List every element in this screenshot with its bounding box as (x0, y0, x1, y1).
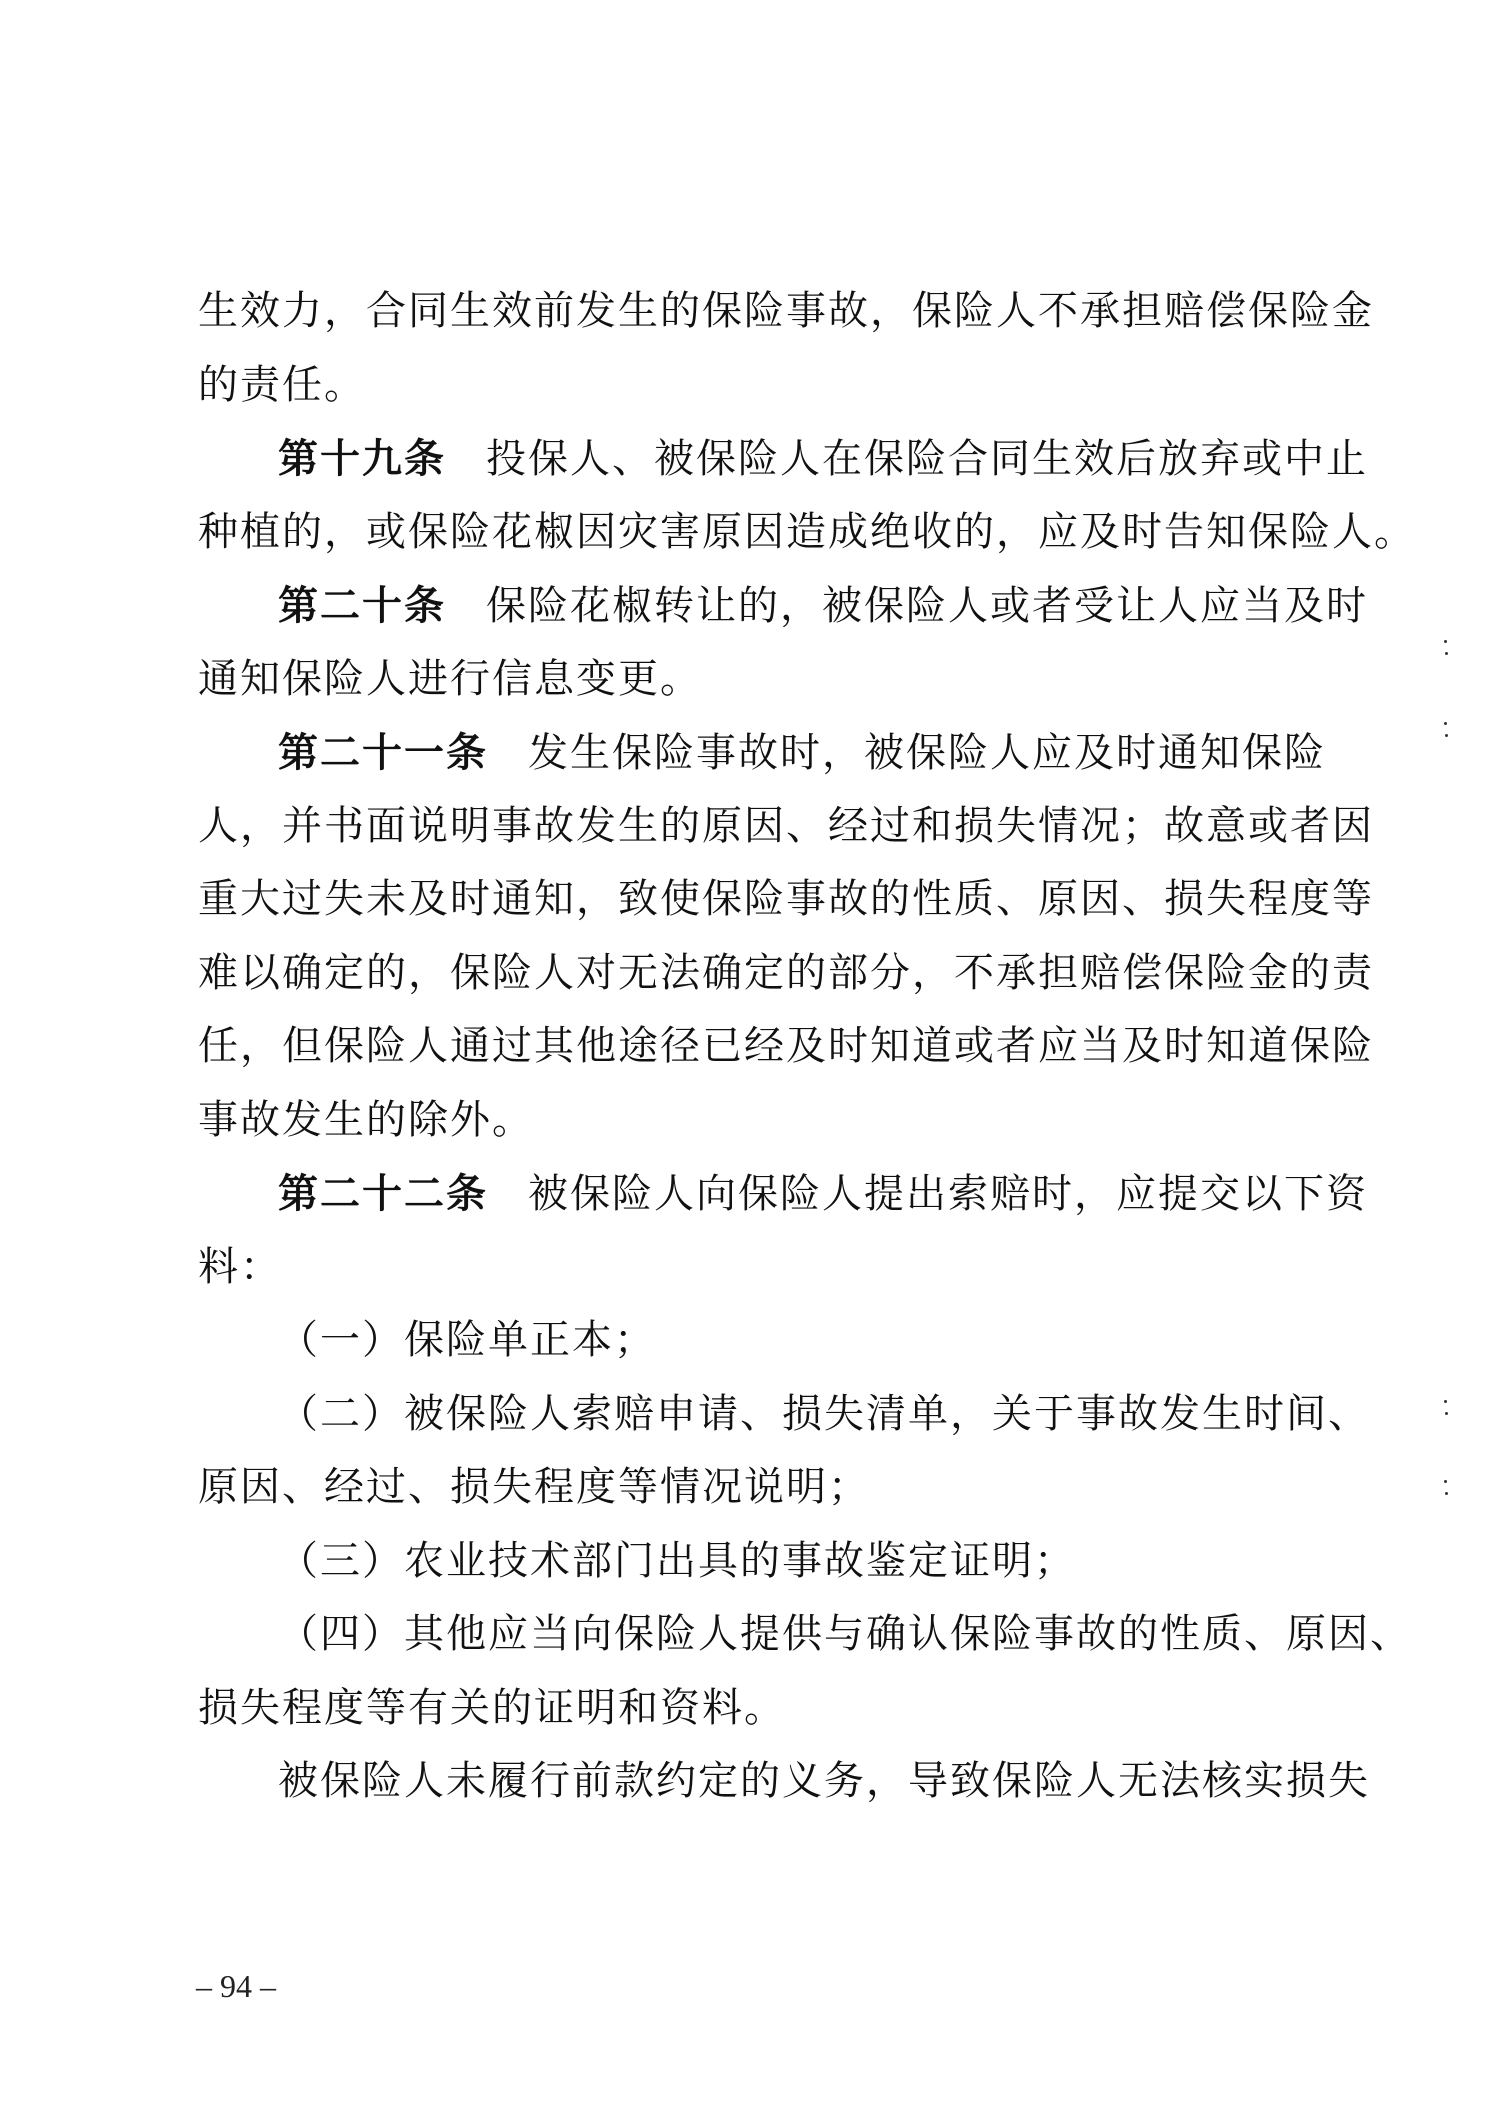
text-line: 通知保险人进行信息变更。 (198, 655, 702, 702)
binding-mark (1440, 640, 1452, 660)
article-heading: 第十九条 (278, 435, 446, 482)
text-line: 人，并书面说明事故发生的原因、经过和损失情况；故意或者因 (198, 802, 1374, 849)
article-heading: 第二十二条 (278, 1170, 488, 1217)
page-number: – 94 – (196, 1968, 276, 2004)
text-line: 事故发生的除外。 (198, 1096, 534, 1143)
article-text: 发生保险事故时，被保险人应及时通知保险 (528, 730, 1326, 776)
text-line: 损失程度等有关的证明和资料。 (198, 1684, 786, 1731)
article-19-line (198, 422, 1368, 496)
article-text: 被保险人向保险人提出索赔时，应提交以下资 (528, 1171, 1368, 1217)
article-text: 投保人、被保险人在保险合同生效后放弃或中止 (486, 436, 1368, 482)
article-text: 保险花椒转让的，被保险人或者受让人应当及时 (486, 583, 1368, 629)
text-line: 原因、经过、损失程度等情况说明； (198, 1464, 870, 1510)
binding-mark (1440, 1400, 1452, 1420)
list-item: （四）其他应当向保险人提供与确认保险事故的性质、原因、 (278, 1611, 1412, 1657)
text-line: 被保险人未履行前款约定的义务，导致保险人无法核实损失 (278, 1758, 1370, 1804)
text-line: 任，但保险人通过其他途径已经及时知道或者应当及时知道保险 (198, 1023, 1374, 1069)
article-heading: 第二十条 (278, 582, 446, 629)
text-line: 难以确定的，保险人对无法确定的部分，不承担赔偿保险金的责 (198, 949, 1374, 996)
article-20-line (198, 569, 1368, 643)
text-line: 的责任。 (198, 361, 366, 408)
text-line: 料： (198, 1243, 282, 1290)
article-22-line (198, 1157, 1368, 1231)
text-line: 生效力，合同生效前发生的保险事故，保险人不承担赔偿保险金 (198, 288, 1374, 334)
article-heading: 第二十一条 (278, 729, 488, 776)
body-text (198, 275, 1416, 1819)
article-21-line (198, 716, 1326, 790)
text-line: 重大过失未及时通知，致使保险事故的性质、原因、损失程度等 (198, 876, 1374, 922)
list-item: （二）被保险人索赔申请、损失清单，关于事故发生时间、 (278, 1390, 1370, 1437)
text-line: 种植的，或保险花椒因灾害原因造成绝收的，应及时告知保险人。 (198, 508, 1416, 555)
binding-mark (1440, 722, 1452, 742)
binding-mark (1440, 1480, 1452, 1500)
list-item: （三）农业技术部门出具的事故鉴定证明； (278, 1537, 1076, 1584)
list-item: （一）保险单正本； (278, 1317, 656, 1363)
